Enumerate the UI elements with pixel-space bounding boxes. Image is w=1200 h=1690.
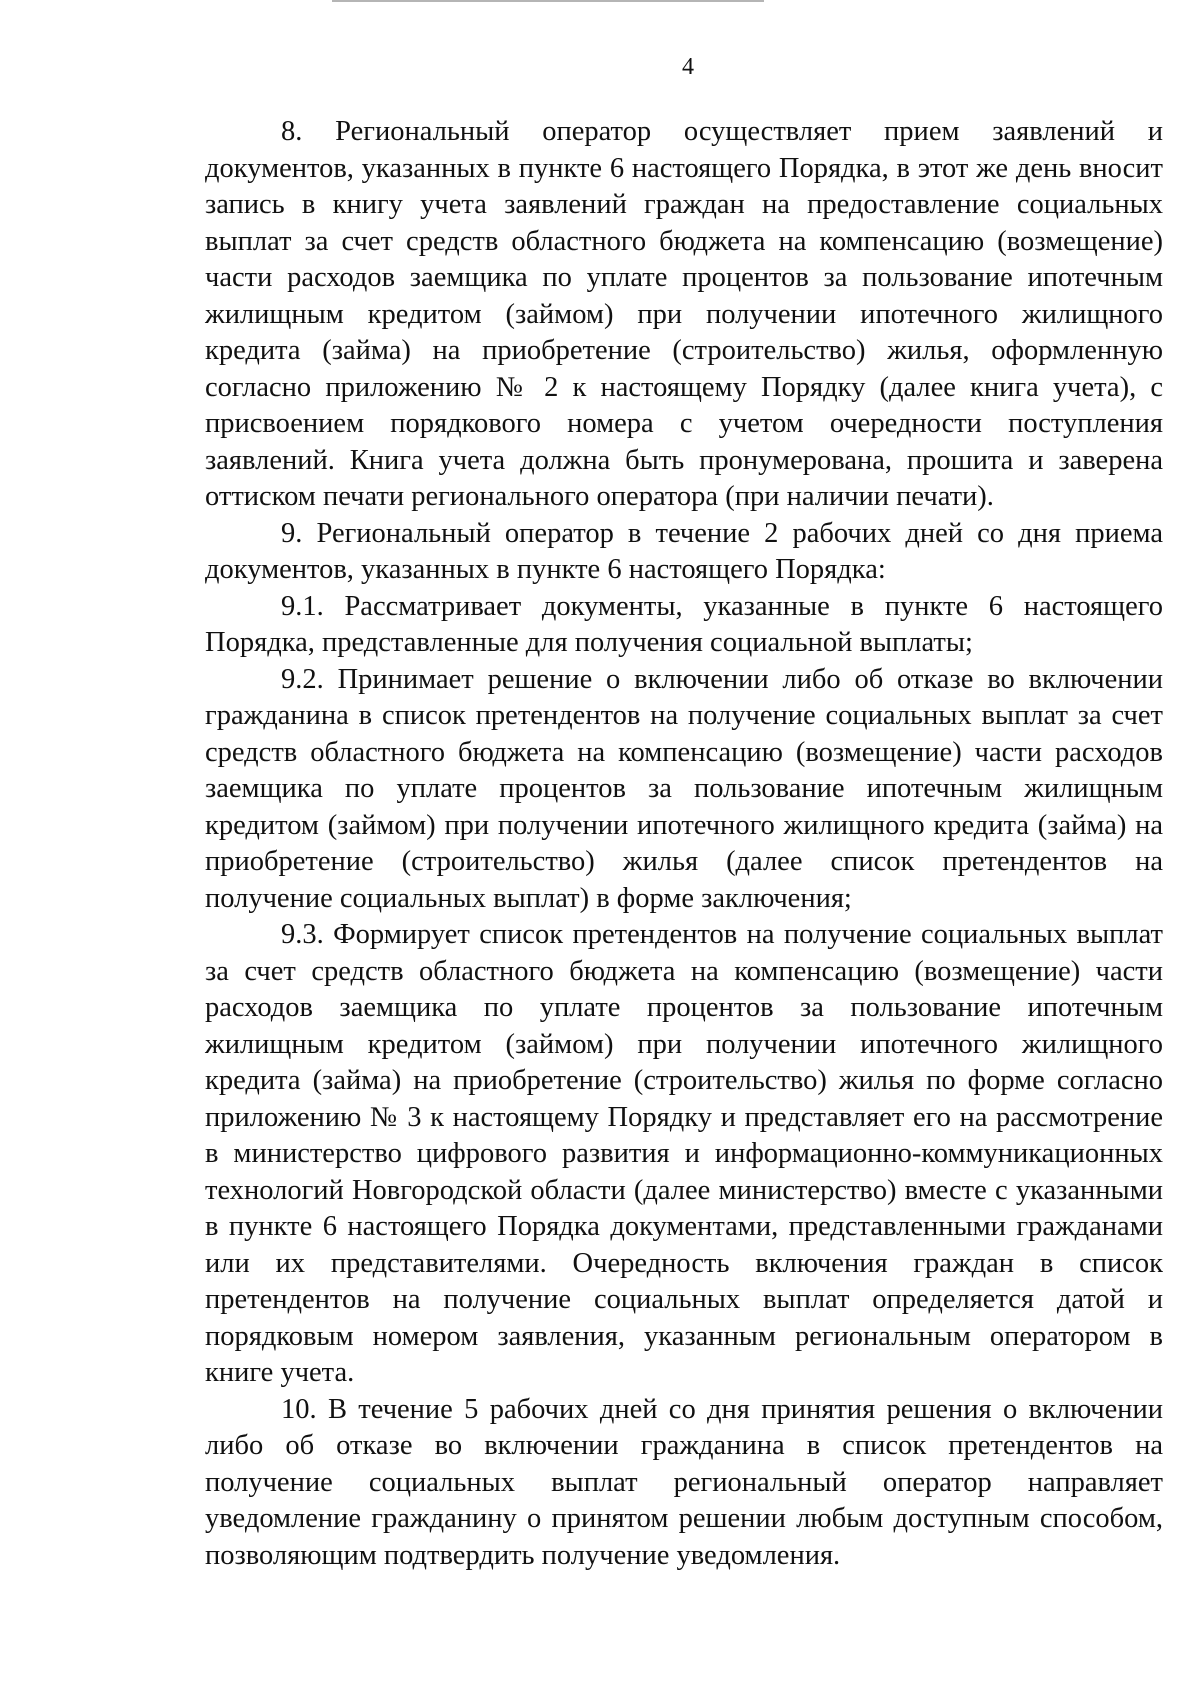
document-body <box>205 114 1163 1574</box>
top-rule <box>332 0 764 2</box>
paragraph-9-2: 9.2. Принимает решение о включении либо об отказе во включении гражданина в список претендентов на получение социальных выплат за счет средств областного бюджета на компенсацию (возмещение) части расходов заемщика по уплате процентов за пользование ипотечным жилищным кредитом (займом) при получении ипотечного жилищного кредита (займа) на приобретение (строительство) жилья (далее список претендентов на получение социальных выплат) в форме заключения; <box>205 663 1163 914</box>
paragraph-10: 10. В течение 5 рабочих дней со дня принятия решения о включении либо об отказе во включении гражданина в список претендентов на получение социальных выплат региональный оператор направляет уведомление гражданину о принятом решении любым доступным способом, позволяющим подтвердить получение уведомления. <box>205 1393 1163 1571</box>
paragraph-9-3: 9.3. Формирует список претендентов на получение социальных выплат за счет средств областного бюджета на компенсацию (возмещение) части расходов заемщика по уплате процентов за пользование ипотечным жилищным кредитом (займом) при получении ипотечного жилищного кредита (займа) на приобретение (строительство) жилья по форме согласно приложению № 3 к настоящему Порядку и представляет его на рассмотрение в министерство цифрового развития и информационно-коммуникационных технологий Новгородской области (далее министерство) вместе с указанными в пункте 6 настоящего Порядка документами, представленными гражданами или их представителями. Очередность включения граждан в список претендентов на получение социальных выплат определяется датой и порядковым номером заявления, указанным региональным оператором в книге учета. <box>205 919 1163 1388</box>
paragraph-8: 8. Региональный оператор осуществляет прием заявлений и документов, указанных в пункте 6 настоящего Порядка, в этот же день вносит запись в книгу учета заявлений граждан на предоставление социальных выплат за счет средств областного бюджета на компенсацию (возмещение) части расходов заемщика по уплате процентов за пользование ипотечным жилищным кредитом (займом) при получении ипотечного жилищного кредита (займа) на приобретение (строительство) жилья, оформленную согласно приложению № 2 к настоящему Порядку (далее книга учета), с присвоением порядкового номера с учетом очередности поступления заявлений. Книга учета должна быть пронумерована, прошита и заверена оттиском печати регионального оператора (при наличии печати). <box>205 116 1163 512</box>
page-number: 4 <box>682 54 694 80</box>
paragraph-9-1: 9.1. Рассматривает документы, указанные в пункте 6 настоящего Порядка, представленные для получения социальной выплаты; <box>205 590 1163 658</box>
paragraph-9: 9. Региональный оператор в течение 2 рабочих дней со дня приема документов, указанных в пункте 6 настоящего Порядка: <box>205 517 1163 585</box>
